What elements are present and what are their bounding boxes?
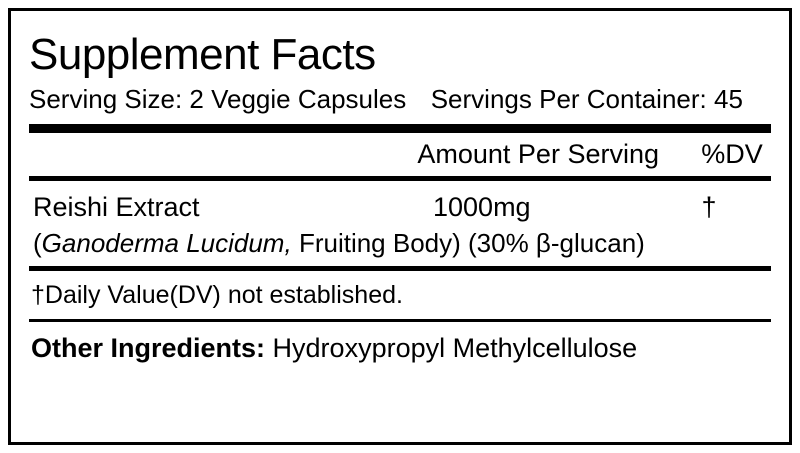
nutrient-list xyxy=(29,181,771,266)
serving-info xyxy=(29,85,771,124)
nutrient-dv: † xyxy=(701,191,717,222)
nutrient-name: Reishi Extract xyxy=(33,191,200,222)
servings-per-container-label: Servings Per Container: xyxy=(430,84,707,114)
other-ingredients-label: Other Ingredients: xyxy=(31,332,266,363)
nutrient-source-open-paren: ( xyxy=(33,228,42,259)
nutrient-amount: 1000mg xyxy=(433,191,531,222)
column-headers xyxy=(29,133,771,176)
nutrient-source xyxy=(29,223,771,260)
daily-value-footnote: †Daily Value(DV) not established. xyxy=(31,280,403,309)
divider-thick-top xyxy=(29,124,771,133)
servings-per-container-value: 45 xyxy=(713,84,743,114)
nutrient-source-latin: Ganoderma Lucidum, xyxy=(41,228,292,259)
nutrient-source-rest: Fruiting Body) (30% β-glucan) xyxy=(298,228,645,259)
serving-size-value: 2 Veggie Capsules xyxy=(189,84,407,114)
page-title: Supplement Facts xyxy=(29,30,376,79)
dv-header: %DV xyxy=(701,138,763,169)
other-ingredients-value: Hydroxypropyl Methylcellulose xyxy=(272,332,638,363)
supplement-facts-panel xyxy=(8,8,792,445)
table-row xyxy=(29,191,771,223)
other-ingredients xyxy=(29,322,771,364)
serving-size-label: Serving Size: xyxy=(29,84,183,114)
amount-per-serving-header: Amount Per Serving xyxy=(417,138,659,169)
